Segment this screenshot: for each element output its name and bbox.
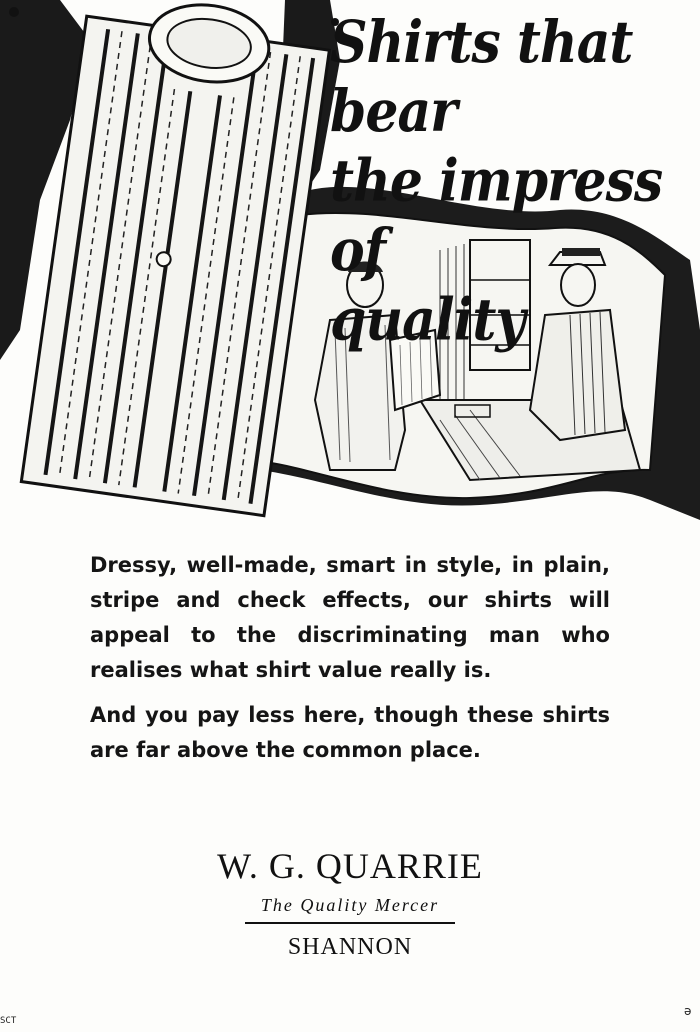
merchant-tagline: The Quality Mercer [245, 895, 455, 924]
headline [330, 8, 695, 355]
merchant-name: W. G. QUARRIE [217, 846, 483, 886]
merchant-block [0, 845, 700, 961]
headline-line-3: quality [330, 285, 525, 355]
corner-glyph: ə [684, 1004, 692, 1018]
headline-line-1: Shirts that bear [330, 8, 633, 146]
corner-mark: SCT [0, 1016, 17, 1026]
headline-line-2: the impress of [330, 146, 663, 285]
merchant-town: SHANNON [287, 934, 413, 960]
body-paragraph-2: And you pay less here, though these shirts are far above the common place. [90, 703, 610, 762]
body-copy [90, 548, 610, 778]
body-paragraph-1: Dressy, well-made, smart in style, in plain, stripe and check effects, our shirts will appeal to the discriminating man who realises what shirt value really is. [90, 553, 610, 682]
